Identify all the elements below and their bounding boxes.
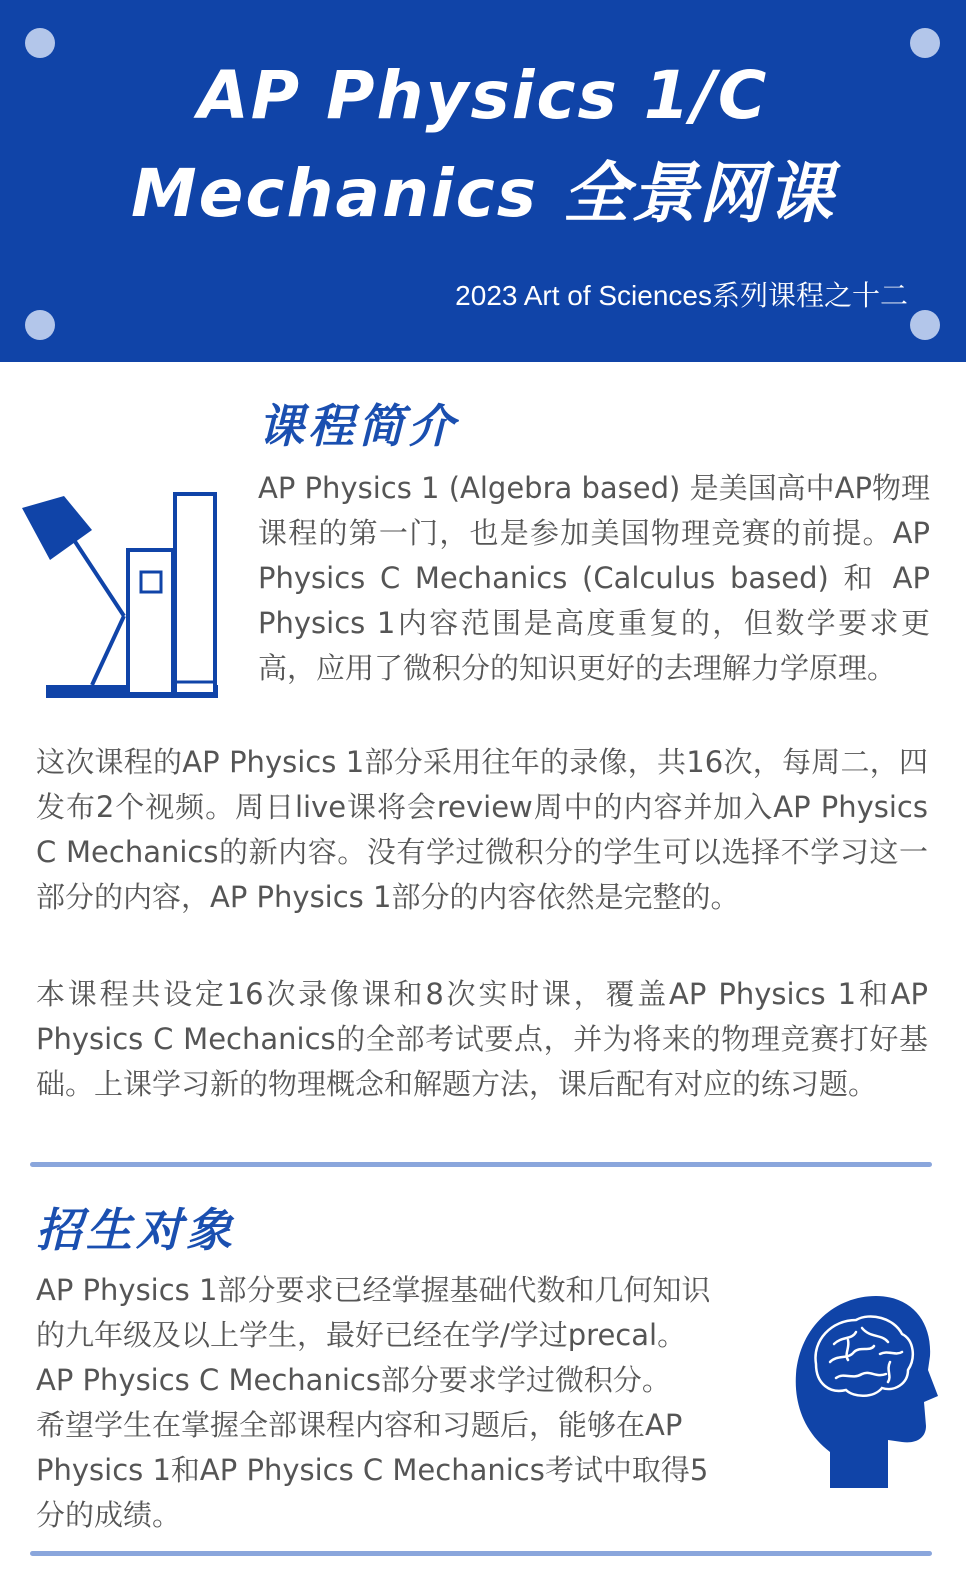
page-title-line2: Mechanics 全景网课 — [130, 155, 836, 232]
decorative-dot — [25, 310, 55, 340]
audience-line: 的九年级及以上学生，最好已经在学/学过precal。 — [36, 1318, 687, 1352]
section-heading-audience: 招生对象 — [36, 1203, 236, 1257]
audience-line: 希望学生在掌握全部课程内容和习题后，能够在AP — [36, 1408, 683, 1442]
audience-line: AP Physics C Mechanics部分要求学过微积分。 — [36, 1363, 671, 1397]
intro-paragraph-1: AP Physics 1 (Algebra based) 是美国高中AP物理课程的第一门，也是参加美国物理竞赛的前提。AP Physics C Mechanics (Calculus based) 和 AP Physics 1内容范围是高度重复的，但数学要求更高，应用了微积分的知识更好的去理解力学原理。 — [258, 471, 930, 685]
desk-lamp-books-icon — [14, 488, 224, 708]
header-banner — [0, 0, 966, 362]
audience-line: Physics 1和AP Physics C Mechanics考试中取得5 — [36, 1453, 709, 1487]
decorative-dot — [910, 28, 940, 58]
audience-line: AP Physics 1部分要求已经掌握基础代数和几何知识 — [36, 1273, 711, 1307]
intro-paragraph-3: 本课程共设定16次录像课和8次实时课，覆盖AP Physics 1和AP Physics C Mechanics的全部考试要点，并为将来的物理竞赛打好基础。上课学习新的物理概念和解题方法，课后配有对应的练习题。 — [36, 977, 928, 1101]
section-heading-intro: 课程简介 — [258, 399, 458, 453]
page-title-line1: AP Physics 1/C — [197, 57, 769, 134]
intro-paragraph-2: 这次课程的AP Physics 1部分采用往年的录像，共16次，每周二，四发布2个视频。周日live课将会review周中的内容并加入AP Physics C Mechanics的新内容。没有学过微积分的学生可以选择不学习这一部分的内容，AP Physics 1部分的内容依然是完整的。 — [36, 745, 928, 914]
page-subtitle: 2023 Art of Sciences系列课程之十二 — [455, 280, 908, 311]
decorative-dot — [910, 310, 940, 340]
section-divider — [30, 1551, 932, 1556]
audience-line: 分的成绩。 — [36, 1498, 182, 1532]
decorative-dot — [25, 28, 55, 58]
audience-text — [36, 1268, 796, 1538]
head-brain-icon — [790, 1292, 940, 1492]
section-divider — [30, 1162, 932, 1167]
